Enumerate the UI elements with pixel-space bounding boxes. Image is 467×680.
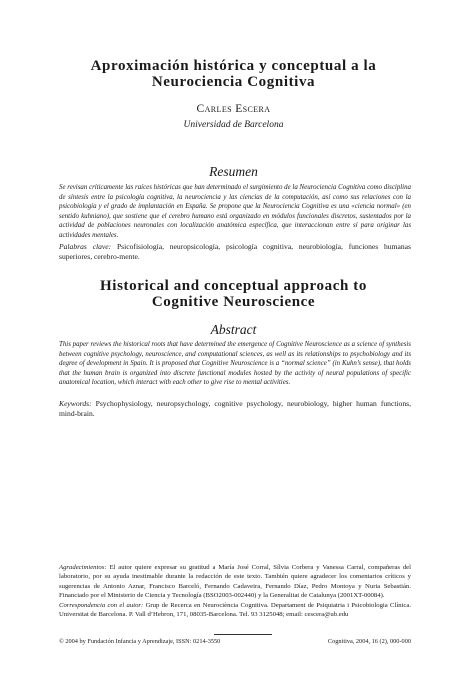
author-name: Carles Escera [196, 103, 271, 115]
english-keywords-text: Psychophysiology, neuropsychology, cognitive psychology, neurobiology, higher human functions, mind-brain. [59, 399, 411, 418]
spanish-keywords-label: Palabras clave: [59, 242, 112, 251]
spanish-keywords [59, 242, 411, 262]
abstract-text: This paper reviews the historical roots that have determined the emergence of Cognitive Neuroscience as a science of synthesis between cognitive psychology, neuroscience, and computational sciences, as well as its relationships to psychobiology and its degree of development in Spain. It is proposed that Cognitive Neuroscience is a “normal science” (in Kuhn’s sense), that holds that the human brain is organized into discrete functional modules hosted by the activity of neural populations of specific anatomical location, which interact with each other to give rise to mental activities. [59, 341, 411, 387]
english-title-line: Cognitive Neuroscience [151, 294, 316, 310]
page-footer [59, 638, 411, 646]
english-title [40, 278, 427, 310]
english-keywords [59, 399, 411, 419]
author-affiliation: Universidad de Barcelona [183, 120, 284, 130]
journal-citation: Cognitiva, 2004, 16 (2), 000-000 [327, 638, 411, 645]
english-title-line: Historical and conceptual approach to [100, 278, 367, 294]
footer-divider [214, 634, 272, 635]
spanish-title-line: Aproximación histórica y conceptual a la [90, 58, 377, 74]
copyright-notice: © 2004 by Fundación Infancia y Aprendizaje, ISSN: 0214-3550 [59, 638, 221, 645]
abstract-heading: Abstract [210, 322, 257, 337]
acknowledgements-label: Agradecimientos: [59, 564, 107, 571]
acknowledgements-text: El autor quiere expresar su gratitud a María José Corral, Sílvia Corbera y Vanessa Carral, compañeras del laboratorio, por su ayuda inestimable durante la redacción de este texto. También quiere agradecer los comentarios críticos y sugerencias de Antonio Aznar, Francisco Barceló, Fernando Cadaveira, Fernando Díaz, Pedro Montoya y Nuria Sebastián. Financiado por el Ministerio de Ciencia y Tecnología (BSO2003-002440) y la Generalitat de Catalunya (2001XT-00084). [59, 564, 412, 599]
correspondence-footnote [59, 601, 411, 620]
spanish-keywords-text: Psicofisiología, neuropsicología, psicología cognitiva, neurobiología, funciones humanas superiores, cerebro-mente. [59, 242, 411, 261]
correspondence-label: Correspondencia con el autor: [59, 602, 144, 609]
correspondence-text: Grup de Recerca en Neurociència Cognitiva. Departament de Psiquiatria i Psicobiologia Clínica. Universitat de Barcelona. P. Vall d’Hebron, 171, 08035-Barcelona. Tel. 93 3125048; email: cescera@ub.edu [59, 602, 412, 619]
resumen-text: Se revisan críticamente las raíces históricas que han determinado el surgimiento de la Neurociencia Cognitiva como disciplina de síntesis entre la psicología cognitiva, la neurociencia y las ciencias de la computación, así como sus relaciones con la psicobiología y el grado de implantación en España. Se propone que la Neurociencia Cognitiva es una «ciencia normal» (en sentido kuhniano), que sostiene que el cerebro humano está organizado en módulos funcionales discretos, sustentados por la actividad de poblaciones neuronales con localización anatómica específica, que interaccionan entre sí para originar las actividades mentales. [59, 184, 411, 239]
english-keywords-label: Keywords: [59, 399, 92, 408]
spanish-title-line: Neurociencia Cognitiva [151, 74, 316, 90]
resumen-heading: Resumen [209, 164, 258, 179]
spanish-title [40, 58, 427, 90]
acknowledgements-footnote [59, 563, 411, 600]
